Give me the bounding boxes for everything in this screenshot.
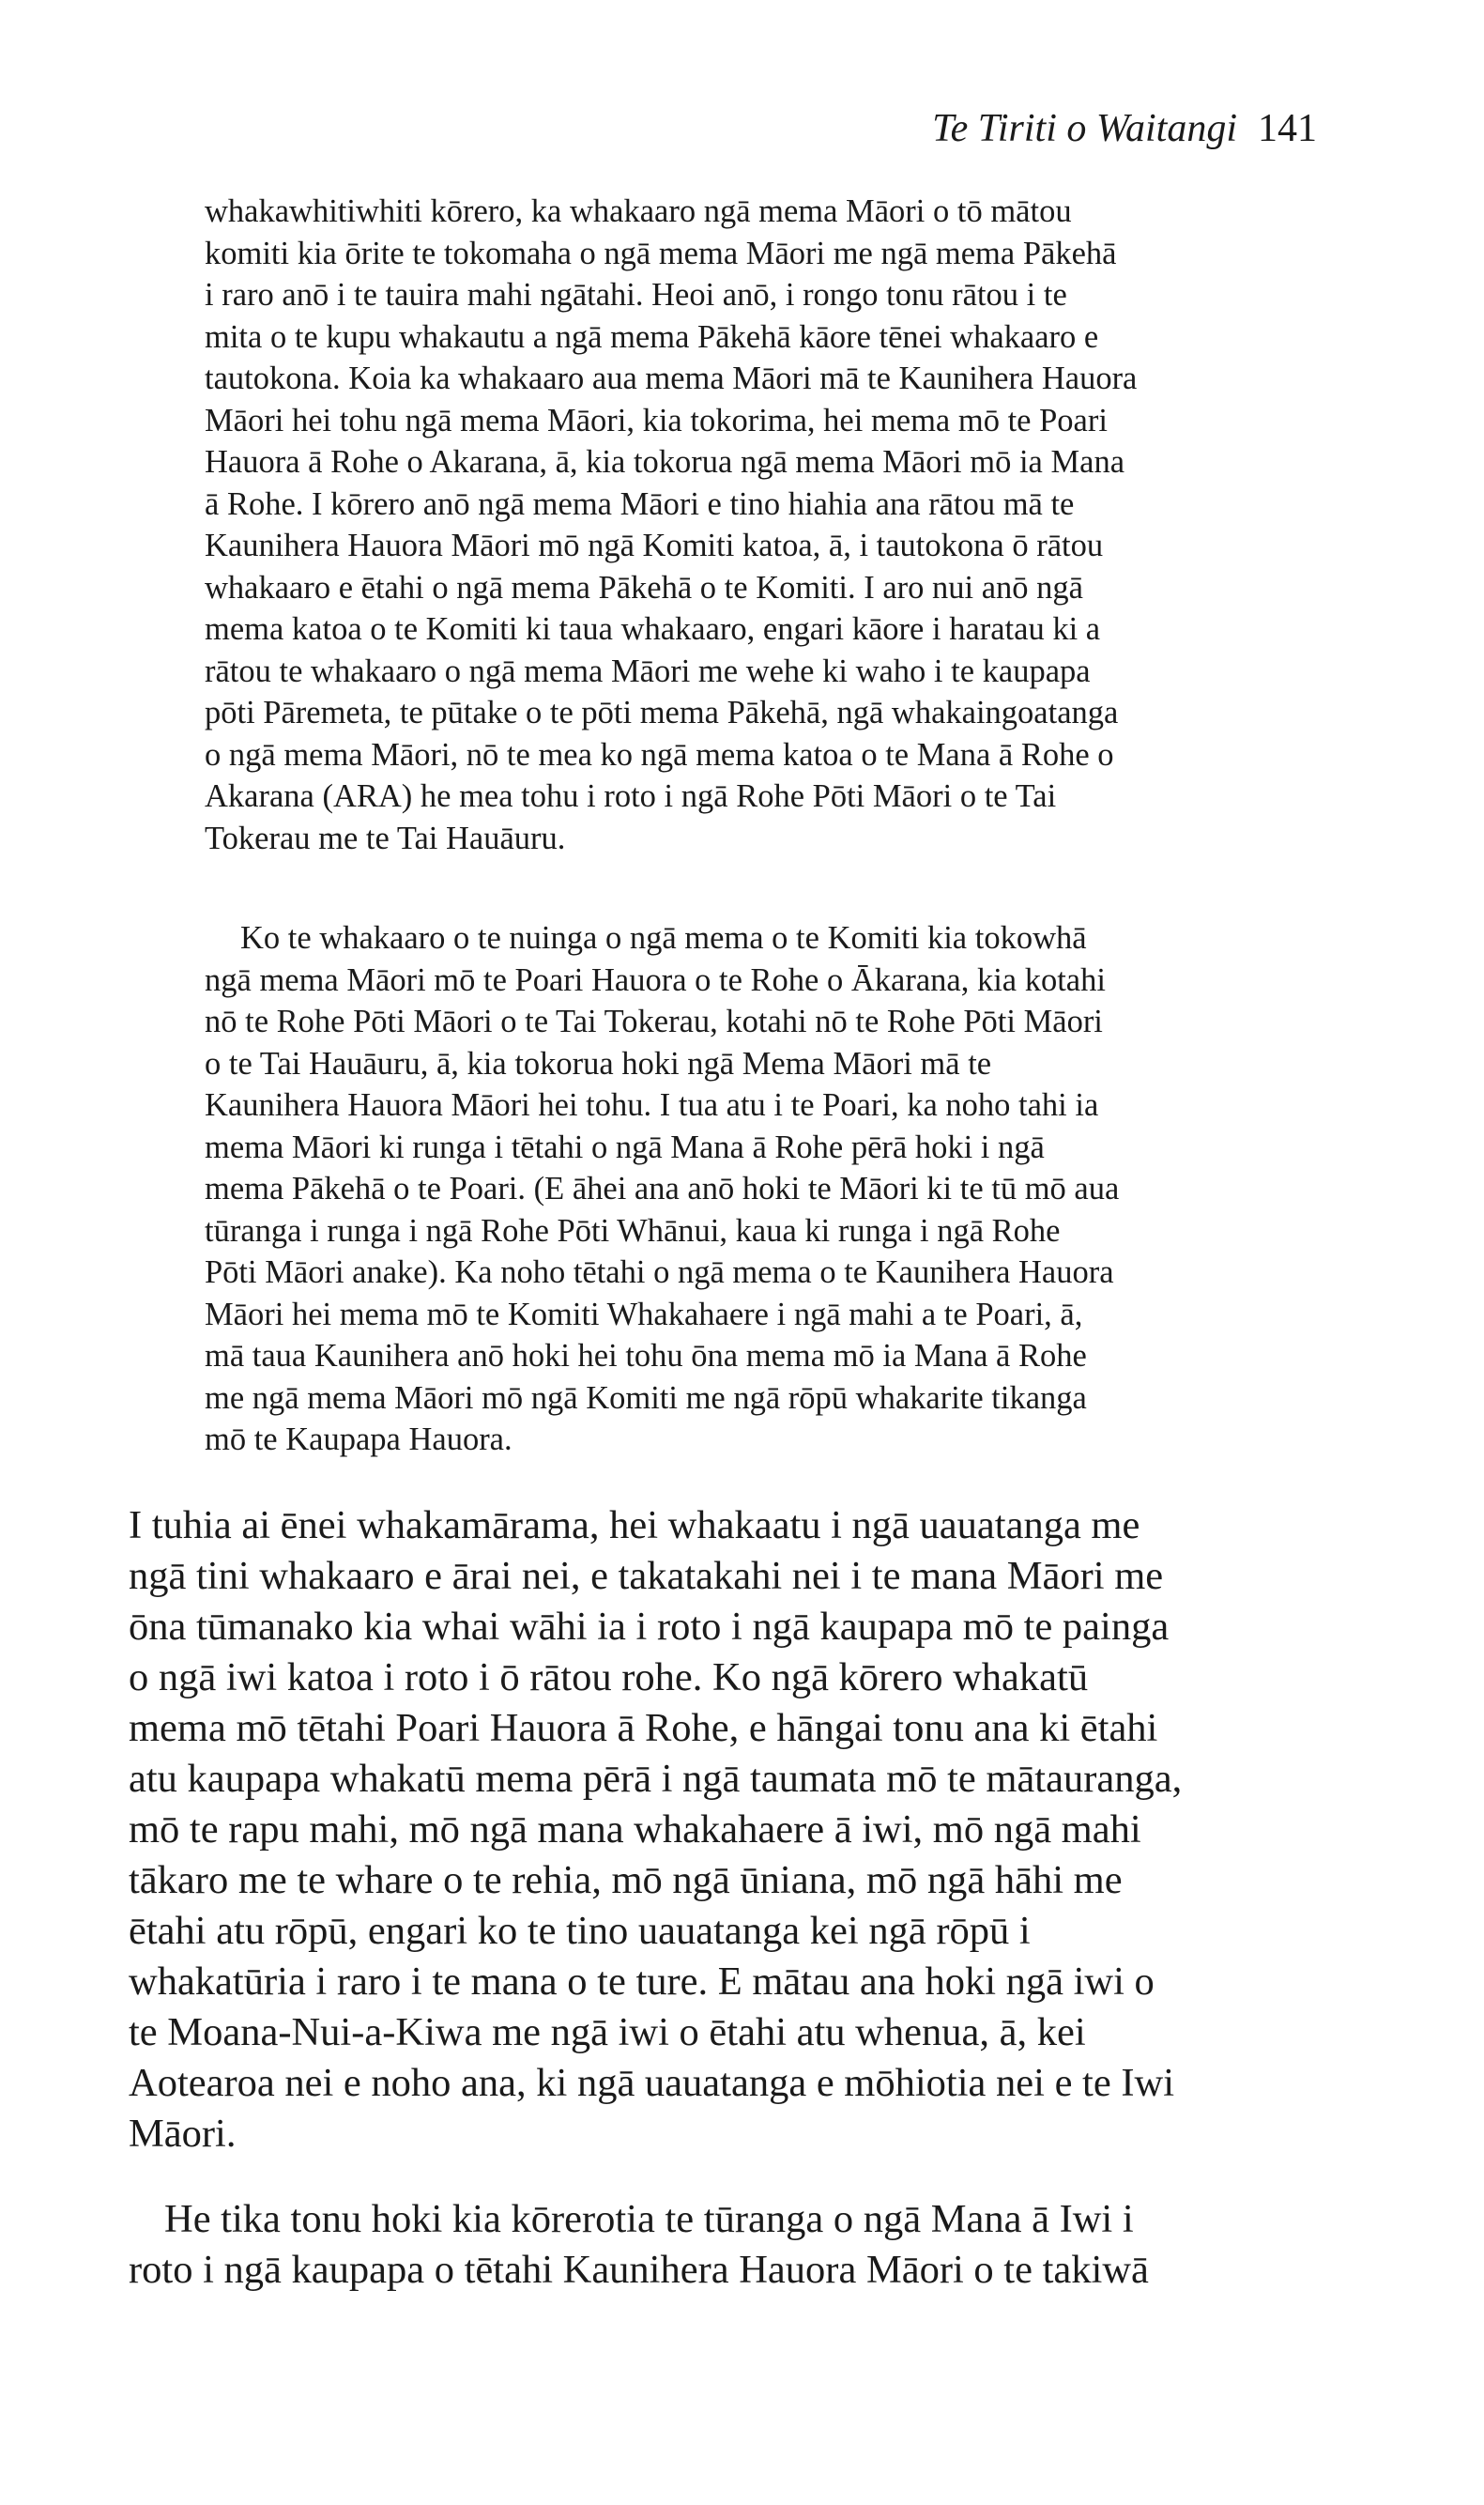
text-line: pōti Pāremeta, te pūtake o te pōti mema Pākehā, ngā whakaingoatanga xyxy=(205,695,1119,730)
text-line: mema mō tētahi Poari Hauora ā Rohe, e hāngai tonu ana ki ētahi xyxy=(129,1706,1158,1750)
text-line: o ngā iwi katoa i roto i ō rātou rohe. Ko ngā kōrero whakatū xyxy=(129,1655,1089,1699)
text-line: Ko te whakaaro o te nuinga o ngā mema o te Komiti kia tokowhā xyxy=(240,920,1087,956)
text-line: Tokerau me te Tai Hauāuru. xyxy=(205,820,566,856)
text-line: o ngā mema Māori, nō te mea ko ngā mema katoa o te Mana ā Rohe o xyxy=(205,736,1114,773)
text-line: me ngā mema Māori mō ngā Komiti me ngā rōpū whakarite tikanga xyxy=(205,1379,1087,1416)
text-line: Hauora ā Rohe o Akarana, ā, kia tokorua ngā mema Māori mō ia Mana xyxy=(205,444,1125,480)
text-line: mema Pākehā o te Poari. (E āhei ana anō hoki te Māori ki te tū mō aua xyxy=(205,1171,1120,1206)
text-line: Aotearoa nei e noho ana, ki ngā uauatanga e mōhiotia nei e te Iwi xyxy=(129,2061,1175,2105)
text-line: Akarana (ARA) he mea tohu i roto i ngā Rohe Pōti Māori o te Tai xyxy=(205,778,1057,814)
text-line: mā taua Kaunihera anō hoki hei tohu ōna mema mō ia Mana ā Rohe xyxy=(205,1338,1087,1374)
text-line: mita o te kupu whakautu a ngā mema Pākehā kāore tēnei whakaaro e xyxy=(205,318,1099,355)
text-line: I tuhia ai ēnei whakamārama, hei whakaatu i ngā uauatanga me xyxy=(129,1503,1140,1547)
text-line: whakaaro e ētahi o ngā mema Pākehā o te Komiti. I aro nui anō ngā xyxy=(205,569,1083,606)
text-line: whakawhitiwhiti kōrero, ka whakaaro ngā mema Māori o tō mātou xyxy=(205,193,1072,229)
running-header xyxy=(932,105,1317,152)
text-line: tākaro me te whare o te rehia, mō ngā ūniana, mō ngā hāhi me xyxy=(129,1858,1123,1902)
page-number: 141 xyxy=(1258,107,1317,150)
block-quote-paragraph-1 xyxy=(205,191,1312,859)
text-line: roto i ngā kaupapa o tētahi Kaunihera Hauora Māori o te takiwā xyxy=(129,2248,1149,2292)
block-quote-paragraph-2 xyxy=(205,917,1312,1461)
body-paragraph-2 xyxy=(129,2194,1339,2296)
text-line: ā Rohe. I kōrero anō ngā mema Māori e tino hiahia ana rātou mā te xyxy=(205,485,1075,522)
text-line: He tika tonu hoki kia kōrerotia te tūranga o ngā Mana ā Iwi i xyxy=(164,2197,1134,2241)
text-line: Kaunihera Hauora Māori mō ngā Komiti katoa, ā, i tautokona ō rātou xyxy=(205,528,1104,563)
text-line: mema Māori ki runga i tētahi o ngā Mana ā Rohe pērā hoki i ngā xyxy=(205,1129,1045,1165)
text-line: ngā mema Māori mō te Poari Hauora o te Rohe o Ākarana, kia kotahi xyxy=(205,961,1106,998)
text-line: o te Tai Hauāuru, ā, kia tokorua hoki ngā Mema Māori mā te xyxy=(205,1045,992,1082)
text-line: ngā tini whakaaro e ārai nei, e takatakahi nei i te mana Māori me xyxy=(129,1554,1164,1598)
text-line: ētahi atu rōpū, engari ko te tino uauatanga kei ngā rōpū i xyxy=(129,1909,1031,1953)
text-line: mō te Kaupapa Hauora. xyxy=(205,1422,513,1457)
text-line: ōna tūmanako kia whai wāhi ia i roto i ngā kaupapa mō te painga xyxy=(129,1605,1170,1649)
text-line: Māori. xyxy=(129,2112,237,2156)
text-line: tūranga i runga i ngā Rohe Pōti Whānui, kaua ki runga i ngā Rohe xyxy=(205,1212,1061,1249)
text-line: mema katoa o te Komiti ki taua whakaaro, engari kāore i haratau ki a xyxy=(205,611,1101,647)
text-line: whakatūria i raro i te mana o te ture. E mātau ana hoki ngā iwi o xyxy=(129,1959,1155,2004)
text-line: te Moana-Nui-a-Kiwa me ngā iwi o ētahi atu whenua, ā, kei xyxy=(129,2010,1086,2054)
text-line: tautokona. Koia ka whakaaro aua mema Māori mā te Kaunihera Hauora xyxy=(205,361,1138,396)
text-line: nō te Rohe Pōti Māori o te Tai Tokerau, kotahi nō te Rohe Pōti Māori xyxy=(205,1004,1103,1039)
text-line: Māori hei tohu ngā mema Māori, kia tokorima, hei mema mō te Poari xyxy=(205,402,1108,438)
text-line: i raro anō i te tauira mahi ngātahi. Heoi anō, i rongo tonu rātou i te xyxy=(205,277,1067,313)
text-line: rātou te whakaaro o ngā mema Māori me wehe ki waho i te kaupapa xyxy=(205,653,1091,689)
text-line: atu kaupapa whakatū mema pērā i ngā taumata mō te mātauranga, xyxy=(129,1757,1183,1801)
text-line: komiti kia ōrite te tokomaha o ngā mema Māori me ngā mema Pākehā xyxy=(205,235,1117,271)
text-line: Kaunihera Hauora Māori hei tohu. I tua atu i te Poari, ka noho tahi ia xyxy=(205,1087,1099,1123)
text-line: mō te rapu mahi, mō ngā mana whakahaere ā iwi, mō ngā mahi xyxy=(129,1807,1141,1852)
text-line: Māori hei mema mō te Komiti Whakahaere i ngā mahi a te Poari, ā, xyxy=(205,1296,1083,1332)
running-header-title: Te Tiriti o Waitangi xyxy=(932,107,1237,150)
body-paragraph-1 xyxy=(129,1500,1339,2159)
text-line: Pōti Māori anake). Ka noho tētahi o ngā mema o te Kaunihera Hauora xyxy=(205,1254,1114,1290)
